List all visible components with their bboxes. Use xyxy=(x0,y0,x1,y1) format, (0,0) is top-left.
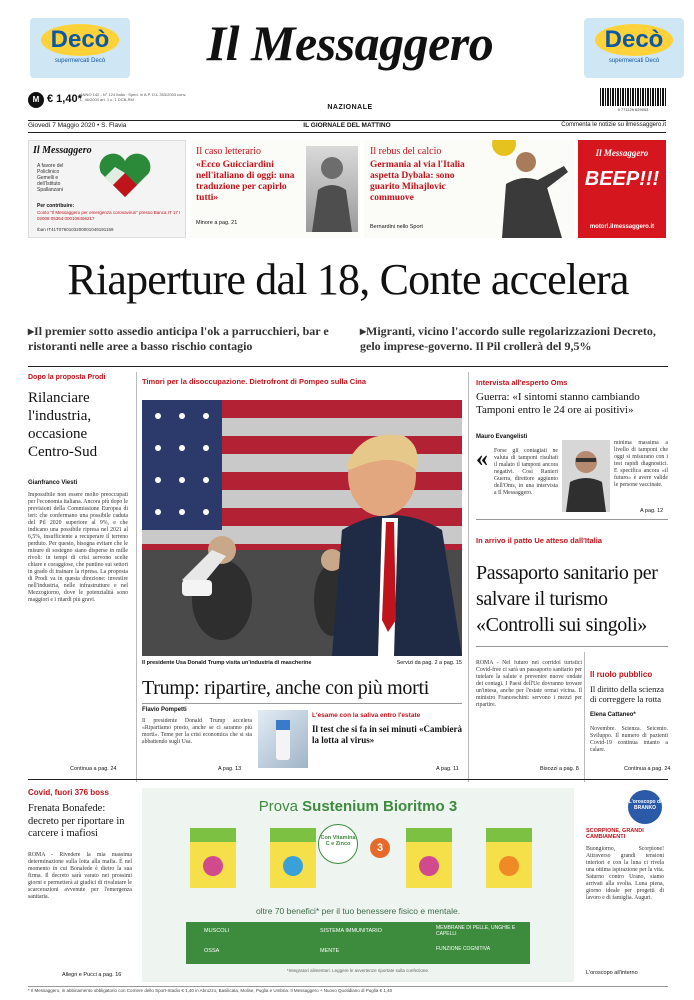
ad-badge: Con Vitamina C e Zinco xyxy=(318,824,358,864)
beep-title: BEEP!!! xyxy=(584,168,660,190)
left-col-continue: Continua a pag. 24 xyxy=(70,766,117,772)
photo-body: Il presidente Donald Trump accelera «Ripartiamo presto, anche se ci saranno più morti». Teme per la crisi economica che si sta abbattendo sugli Usa. xyxy=(142,718,252,745)
ad-title-prefix: Prova xyxy=(258,798,303,815)
right-ad-deco[interactable] xyxy=(584,18,684,78)
ad-title-brand: Sustenium Bioritmo 3 xyxy=(302,798,458,815)
product-boxes xyxy=(186,822,536,894)
edition-label: NAZIONALE xyxy=(327,104,373,111)
interview-author: Mauro Evangelisti xyxy=(476,434,528,440)
ad-feature: FUNZIONE COGNITIVA xyxy=(436,946,491,952)
guicciardini-portrait xyxy=(306,146,358,232)
passport-body: ROMA - Nel futuro nei corridoi turistici Covid-free ci sarà un passaporto sanitario per tutelare la salute e prevenire nuove ondate dei contagi. I Paesi dell'Ue dovranno trovare un'intesa, anche per l'estate ormai vicina. Il ministro Franceschini: servono i mezzi per ripartire. xyxy=(476,660,582,708)
interview-body: Forse gli contagiati ne valuta di tamponi risultati il malato il tamponi ancora negativi. Così Ranieri Guerra, direttore aggiunto dell'Oms, in una intervista a Il Messaggero. xyxy=(494,448,558,496)
tagline: IL GIORNALE DEL MATTINO xyxy=(303,122,391,129)
masthead-title: Il Messaggero xyxy=(206,15,494,71)
price: € 1,40* xyxy=(47,93,82,105)
ad-tagline: oltre 70 benefici* per il tuo benessere fisico e mentale. xyxy=(255,906,461,916)
beep-promo[interactable] xyxy=(578,140,666,238)
covid-body: ROMA - Rivedere la mia massima determinazione sulla lotta alla mafia. È nel momento in cui Bonafede è dietro la sua firma. Il decreto sarà varato nei prossimi giorni e permetterà ai giudici di rivalutare le scarcerazioni avvenute per l'emergenza sanitaria. xyxy=(28,852,132,900)
solidarity-text: A favore del Policlinico Gemelli e dell'Istituto Spallanzani xyxy=(37,163,64,193)
ad-feature: MENTE xyxy=(320,948,340,954)
covid-headline[interactable]: Frenata Bonafede: decreto per riportare in carcere i mafiosi xyxy=(28,803,125,839)
beep-site: motori.ilmessaggero.it xyxy=(589,224,655,230)
literary-promo[interactable] xyxy=(190,140,360,238)
literary-kicker: Il caso letterario xyxy=(196,146,261,157)
photo-headline[interactable]: Trump: ripartire, anche con più morti xyxy=(142,677,429,699)
ad-sticker: 3 xyxy=(370,838,390,858)
lead-sub-left: ▸Il premier sotto assedio anticipa l'ok a parrucchieri, bar e ristoranti nelle aree a basso rischio contagio xyxy=(28,324,329,353)
saliva-kicker: L'esame con la saliva entro l'estate xyxy=(312,712,421,719)
lead-headline[interactable]: Riaperture dal 18, Conte accelera xyxy=(67,255,629,304)
horoscope-badge: L'oroscopo di BRANKO xyxy=(628,790,662,824)
footer-fine-print: * Il Messaggero, in abbinamento obbligatorio con Corriere dello Sport-Stadio € 1,40 in Abruzzo, Basilicata, Molise, Puglia e Umbria. Il Messaggero + Nuovo Quotidiano di Puglia € 1,40 xyxy=(28,988,393,993)
public-role-continue: Continua a pag. 24 xyxy=(624,766,671,772)
ad-feature: OSSA xyxy=(204,948,220,954)
ad-features-grid xyxy=(186,922,530,964)
deco-sub: supermercati Decò xyxy=(608,58,660,64)
left-col-headline[interactable]: Rilanciare l'industria, occasione Centro-Sud xyxy=(28,390,98,460)
guerra-portrait xyxy=(562,440,610,512)
donations-iban: Iban IT41T0760103200001049191159 xyxy=(37,227,114,232)
interview-ref: A pag. 12 xyxy=(640,508,664,514)
covid-ref: Allegri e Pucci a pag. 16 xyxy=(62,972,122,978)
interview-body-cont: minima massima a livello di tamponi che oggi si misurano con i test rapidi diagnostici. E specifica ancora «il futuro» è avere valide le persone vaccinate. xyxy=(614,440,668,488)
deco-logo: Decò xyxy=(41,24,120,56)
ad-title xyxy=(142,798,574,815)
left-ad-deco[interactable] xyxy=(30,18,130,78)
fine-print-left: ANNO 142 - N° 124 Italia · Sped. in A.P. D.L.353/2003 conv. L. 46/2004 art. 1 c. 1 DCB-RM xyxy=(80,92,187,102)
trump-photo xyxy=(142,400,462,656)
saliva-photo xyxy=(258,710,308,768)
public-role-author: Elena Cattaneo* xyxy=(590,712,636,718)
left-col-body: Impossibile non essere molto preoccupati per l'economia italiana. Ancora più dopo le previsioni della Commissione Europea di ieri: che confermano una possibile caduta del Pil 2020 superiore al 9%, e che indicano una possibile ripresa nel 2021 al 6,5%, insufficiente a recuperare il terreno perduto. Per questo, bisogna evitare che le misure di sostegno siano disperse in mille rivoli: in tempi di crisi servono scelte chiare e coraggiose, che puntino sui settori in grado di trainare la ripresa. La proposta di Prodi va in questa direzione: investire nell'industria, nelle infrastrutture e nel Mezzogiorno, dove le potenzialità sono maggiori e i ritardi più gravi. xyxy=(28,492,128,603)
passport-kicker: In arrivo il patto Ue atteso dall'Italia xyxy=(476,536,602,545)
literary-headline: «Ecco Guicciardini nell'italiano di oggi: una traduzione per capirlo tutti» xyxy=(196,160,295,203)
covid-kicker: Covid, fuori 376 boss xyxy=(28,788,109,797)
heart-puzzle-icon xyxy=(95,151,155,199)
photo-author: Flavio Pompetti xyxy=(142,707,187,713)
interview-headline[interactable]: Guerra: «I sintomi stanno cambiando Tamponi entro le 24 ore ai positivi» xyxy=(476,391,640,416)
public-role-body: Novembre. Scienza. Seicento. Sviluppo. Il numero di pazienti Covid-19 continua intanto a calare. xyxy=(590,726,668,753)
saliva-headline[interactable]: Il test che si fa in sei minuti «Cambierà la lotta al virus» xyxy=(312,724,462,745)
donations-label: Per contribuire: xyxy=(37,203,75,209)
dropcap: « xyxy=(476,446,488,472)
photo-caption: Il presidente Usa Donald Trump visita un'industria di mascherine xyxy=(142,660,312,666)
deco-logo: Decò xyxy=(595,24,674,56)
football-kicker: Il rebus del calcio xyxy=(370,146,442,157)
ad-feature: SISTEMA IMMUNITARIO xyxy=(320,928,382,934)
horoscope-foot: L'oroscopo all'interno xyxy=(586,970,638,976)
left-col-kicker: Dopo la proposta Prodi xyxy=(28,374,106,381)
solidarity-promo[interactable] xyxy=(28,140,186,238)
deco-sub: supermercati Decò xyxy=(54,58,106,64)
interview-kicker: Intervista all'esperto Oms xyxy=(476,378,568,387)
ad-footnote: *Integratori alimentari. Leggere le avvertenze riportate sulla confezione. xyxy=(286,968,430,973)
barcode xyxy=(600,88,666,106)
saliva-ref: A pag. 11 xyxy=(436,766,459,772)
public-role-headline[interactable]: Il diritto della scienza di correggere la rotta xyxy=(590,684,664,704)
left-col-author: Gianfranco Viesti xyxy=(28,480,78,486)
photo-kicker: Timori per la disoccupazione. Dietrofront di Pompeo sulla Cina xyxy=(142,377,367,386)
football-headline: Germania al via l'Italia aspetta Dybala: sono guarito Mihajlovic commuove xyxy=(370,160,465,203)
footballer-photo xyxy=(484,140,572,238)
ad-feature: MUSCOLI xyxy=(204,928,230,934)
football-promo[interactable] xyxy=(364,140,574,238)
horoscope-box[interactable] xyxy=(580,788,668,982)
football-ref: Bernardini nello Sport xyxy=(370,224,423,230)
lead-sub-right: ▸Migranti, vicino l'accordo sulle regolarizzazioni Decreto, gelo imprese-governo. Il Pil crollerà del 9,5% xyxy=(360,324,656,353)
sustenium-ad[interactable] xyxy=(142,788,574,982)
passport-ref: Bisozzi a pag. 8 xyxy=(540,766,579,772)
beep-brand: Il Messaggero xyxy=(595,148,649,158)
donations-detail: Conto "Il Messaggero per emergenza coronavirus" presso Banca IT 17 I 02008 05364 000106456217 xyxy=(37,210,181,221)
horoscope-body: Buongiorno, Scorpione! Attraverso grandi tensioni interiori e con la luna ci rivela una ottima ispirazione per la vita. Saturno contro Urano, siamo arrivati alla svolta. Luna piena, giorno ideale per progetti di lavoro e di famiglia. Auguri. xyxy=(586,846,664,901)
passport-headline[interactable]: Passaporto sanitario per salvare il turismo «Controlli sui singoli» xyxy=(476,562,658,636)
literary-ref: Minore a pag. 21 xyxy=(196,220,238,226)
web-note[interactable]: Commenta le notizie su ilmessaggero.it xyxy=(561,122,666,128)
ad-feature: MEMBRANE DI PELLE, UNGHIE E CAPELLI xyxy=(436,925,516,937)
public-role-kicker: Il ruolo pubblico xyxy=(590,670,653,679)
edition-marker-icon: M xyxy=(28,92,44,108)
fine-print-right: 9 771129 629003 xyxy=(617,107,649,112)
solidarity-brand: Il Messaggero xyxy=(33,145,92,156)
issue-date: Giovedì 7 Maggio 2020 • S. Flavia xyxy=(28,122,127,129)
photo-ref: A pag. 13 xyxy=(218,766,242,772)
photo-caption-ref: Servizi da pag. 2 a pag. 15 xyxy=(396,660,462,666)
horoscope-kicker: SCORPIONE, GRANDI CAMBIAMENTI xyxy=(586,828,644,840)
